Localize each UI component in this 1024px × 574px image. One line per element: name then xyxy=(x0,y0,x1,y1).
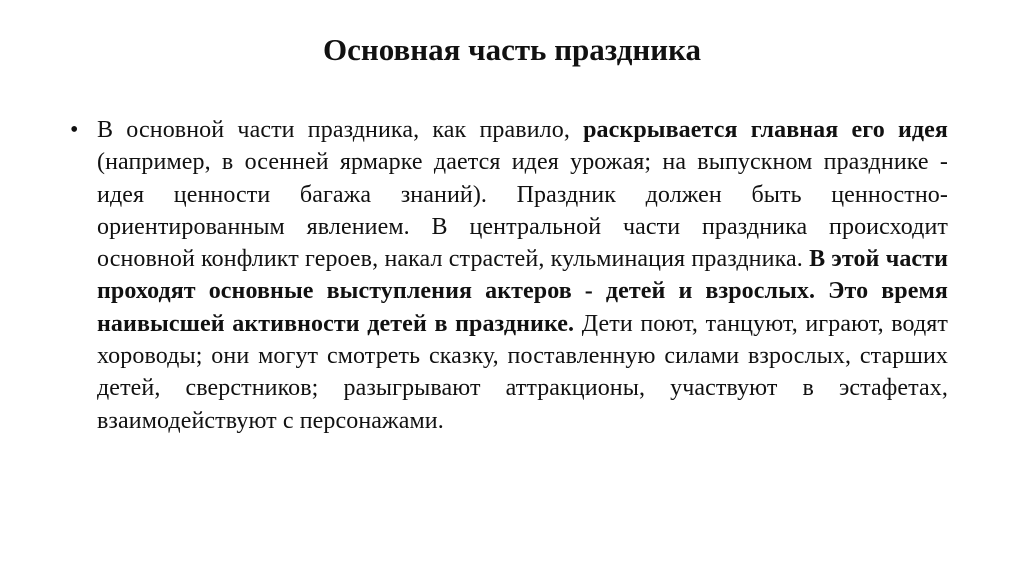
paragraph-bold-2: В этой части проходят основные выступления актеров - детей и взрослых. Это время наивысшей активности детей в празднике. xyxy=(97,246,949,337)
slide-title: Основная часть праздника xyxy=(323,32,701,67)
paragraph-text-3: Дети поют, танцуют, играют, водят хороводы; они могут смотреть сказку, поставленную силами взрослых, старших детей, сверстников; разыгрывают аттракционы, участвуют в эстафетах, взаимодействуют с персонажами. xyxy=(97,310,948,434)
paragraph-bold-1: раскрывается главная его идея xyxy=(583,117,948,143)
bullet-marker: • xyxy=(70,117,79,143)
bullet-paragraph xyxy=(97,114,948,437)
paragraph-text-2: (например, в осенней ярмарке дается идея урожая; на выпускном празднике - идея ценности багажа знаний). Праздник должен быть ценностно-ориентированным явлением. В центральной части праздника происходит основной конфликт героев, накал страстей, кульминация праздника. xyxy=(97,149,948,273)
paragraph-text-1: В основной части праздника, как правило, xyxy=(97,117,584,143)
